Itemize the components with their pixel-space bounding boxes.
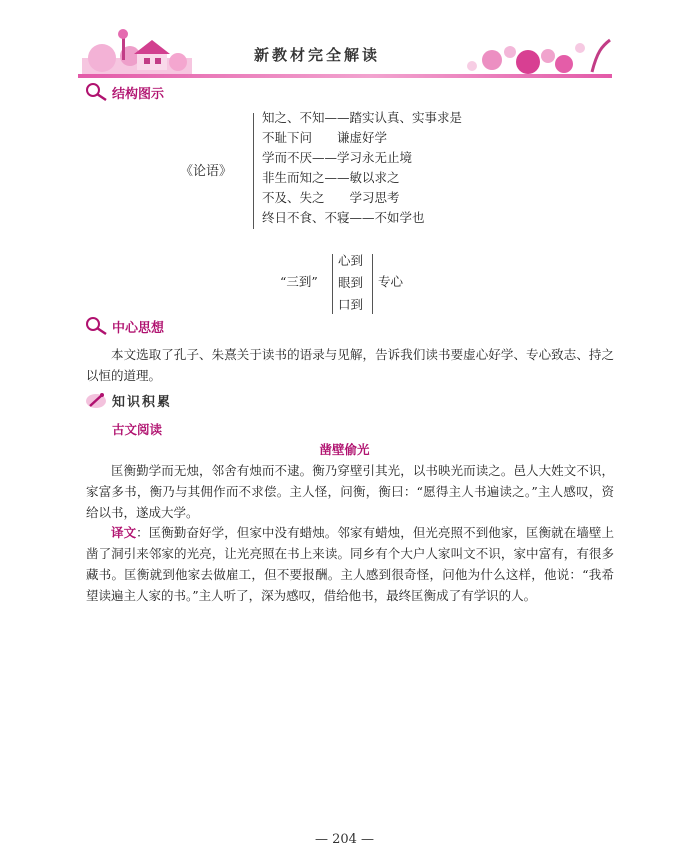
story-title: 凿壁偷光 xyxy=(319,442,370,457)
sanda-item: 眼到 xyxy=(338,275,364,290)
diagram-line: 不及、失之 学习思考 xyxy=(262,190,400,205)
page-header xyxy=(78,28,612,80)
diagram-line: 不耻下问 谦虚好学 xyxy=(262,130,388,145)
section-heading-structure xyxy=(84,82,164,102)
sanda-result: 专心 xyxy=(378,274,404,289)
original-text: 匡衡勤学而无烛，邻舍有烛而不逮。衡乃穿壁引其光，以书映光而读之。邑人大姓文不识，家富多书，衡乃与其佣作而不求偿。主人怪，问衡，衡曰：“愿得主人书遍读之。”主人感叹，资给以书，遂成大学。 xyxy=(86,463,614,520)
sub-heading: 古文阅读 xyxy=(112,422,163,437)
diagram-lines xyxy=(262,108,462,228)
bubbles-decoration-icon xyxy=(452,32,612,76)
section-heading-central xyxy=(84,316,164,336)
sanda-bracket-left xyxy=(332,254,333,314)
section-title: 知识积累 xyxy=(112,394,173,410)
translation-label: 译文 xyxy=(111,525,137,540)
section-title: 结构图示 xyxy=(112,86,165,102)
page-number: — 204 — xyxy=(314,832,375,847)
magnifier-icon xyxy=(84,82,110,102)
section-title: 中心思想 xyxy=(112,320,165,336)
pen-badge-icon xyxy=(84,390,110,410)
diagram-bracket xyxy=(253,113,254,229)
sanda-bracket-right xyxy=(368,254,373,314)
magnifier-icon xyxy=(84,316,110,336)
header-band xyxy=(78,74,612,78)
diagram-root: 《论语》 xyxy=(180,164,233,179)
diagram-line: 终日不食、不寝——不如学也 xyxy=(262,210,425,225)
header-title: 新教材完全解读 xyxy=(254,46,381,64)
sanda-items xyxy=(338,250,363,316)
translation-paragraph xyxy=(86,522,614,606)
sanda-label: “三到” xyxy=(280,274,318,289)
house-tree-decoration-icon xyxy=(82,28,192,76)
diagram-line: 学而不厌——学习永无止境 xyxy=(262,150,413,165)
sanda-item: 心到 xyxy=(338,253,364,268)
translation-text: ：匡衡勤奋好学，但家中没有蜡烛。邻家有蜡烛，但光亮照不到他家，匡衡就在墙壁上凿了洞引来邻家的光亮，让光亮照在书上来读。同乡有个大户人家叫文不识，家中富有，有很多藏书。匡衡就到他家去做雇工，但不要报酬。主人感到很奇怪，问他为什么这样，他说：“我希望读遍主人家的书。”主人听了，深为感叹，借给他书，最终匡衡成了有学识的人。 xyxy=(86,525,614,603)
section-heading-knowledge xyxy=(84,390,172,410)
sanda-item: 口到 xyxy=(338,297,364,312)
central-idea-text: 本文选取了孔子、朱熹关于读书的语录与见解，告诉我们读书要虚心好学、专心致志、持之以恒的道理。 xyxy=(86,347,614,383)
diagram-line: 非生而知之——敏以求之 xyxy=(262,170,400,185)
diagram-line: 知之、不知——踏实认真、实事求是 xyxy=(262,110,463,125)
